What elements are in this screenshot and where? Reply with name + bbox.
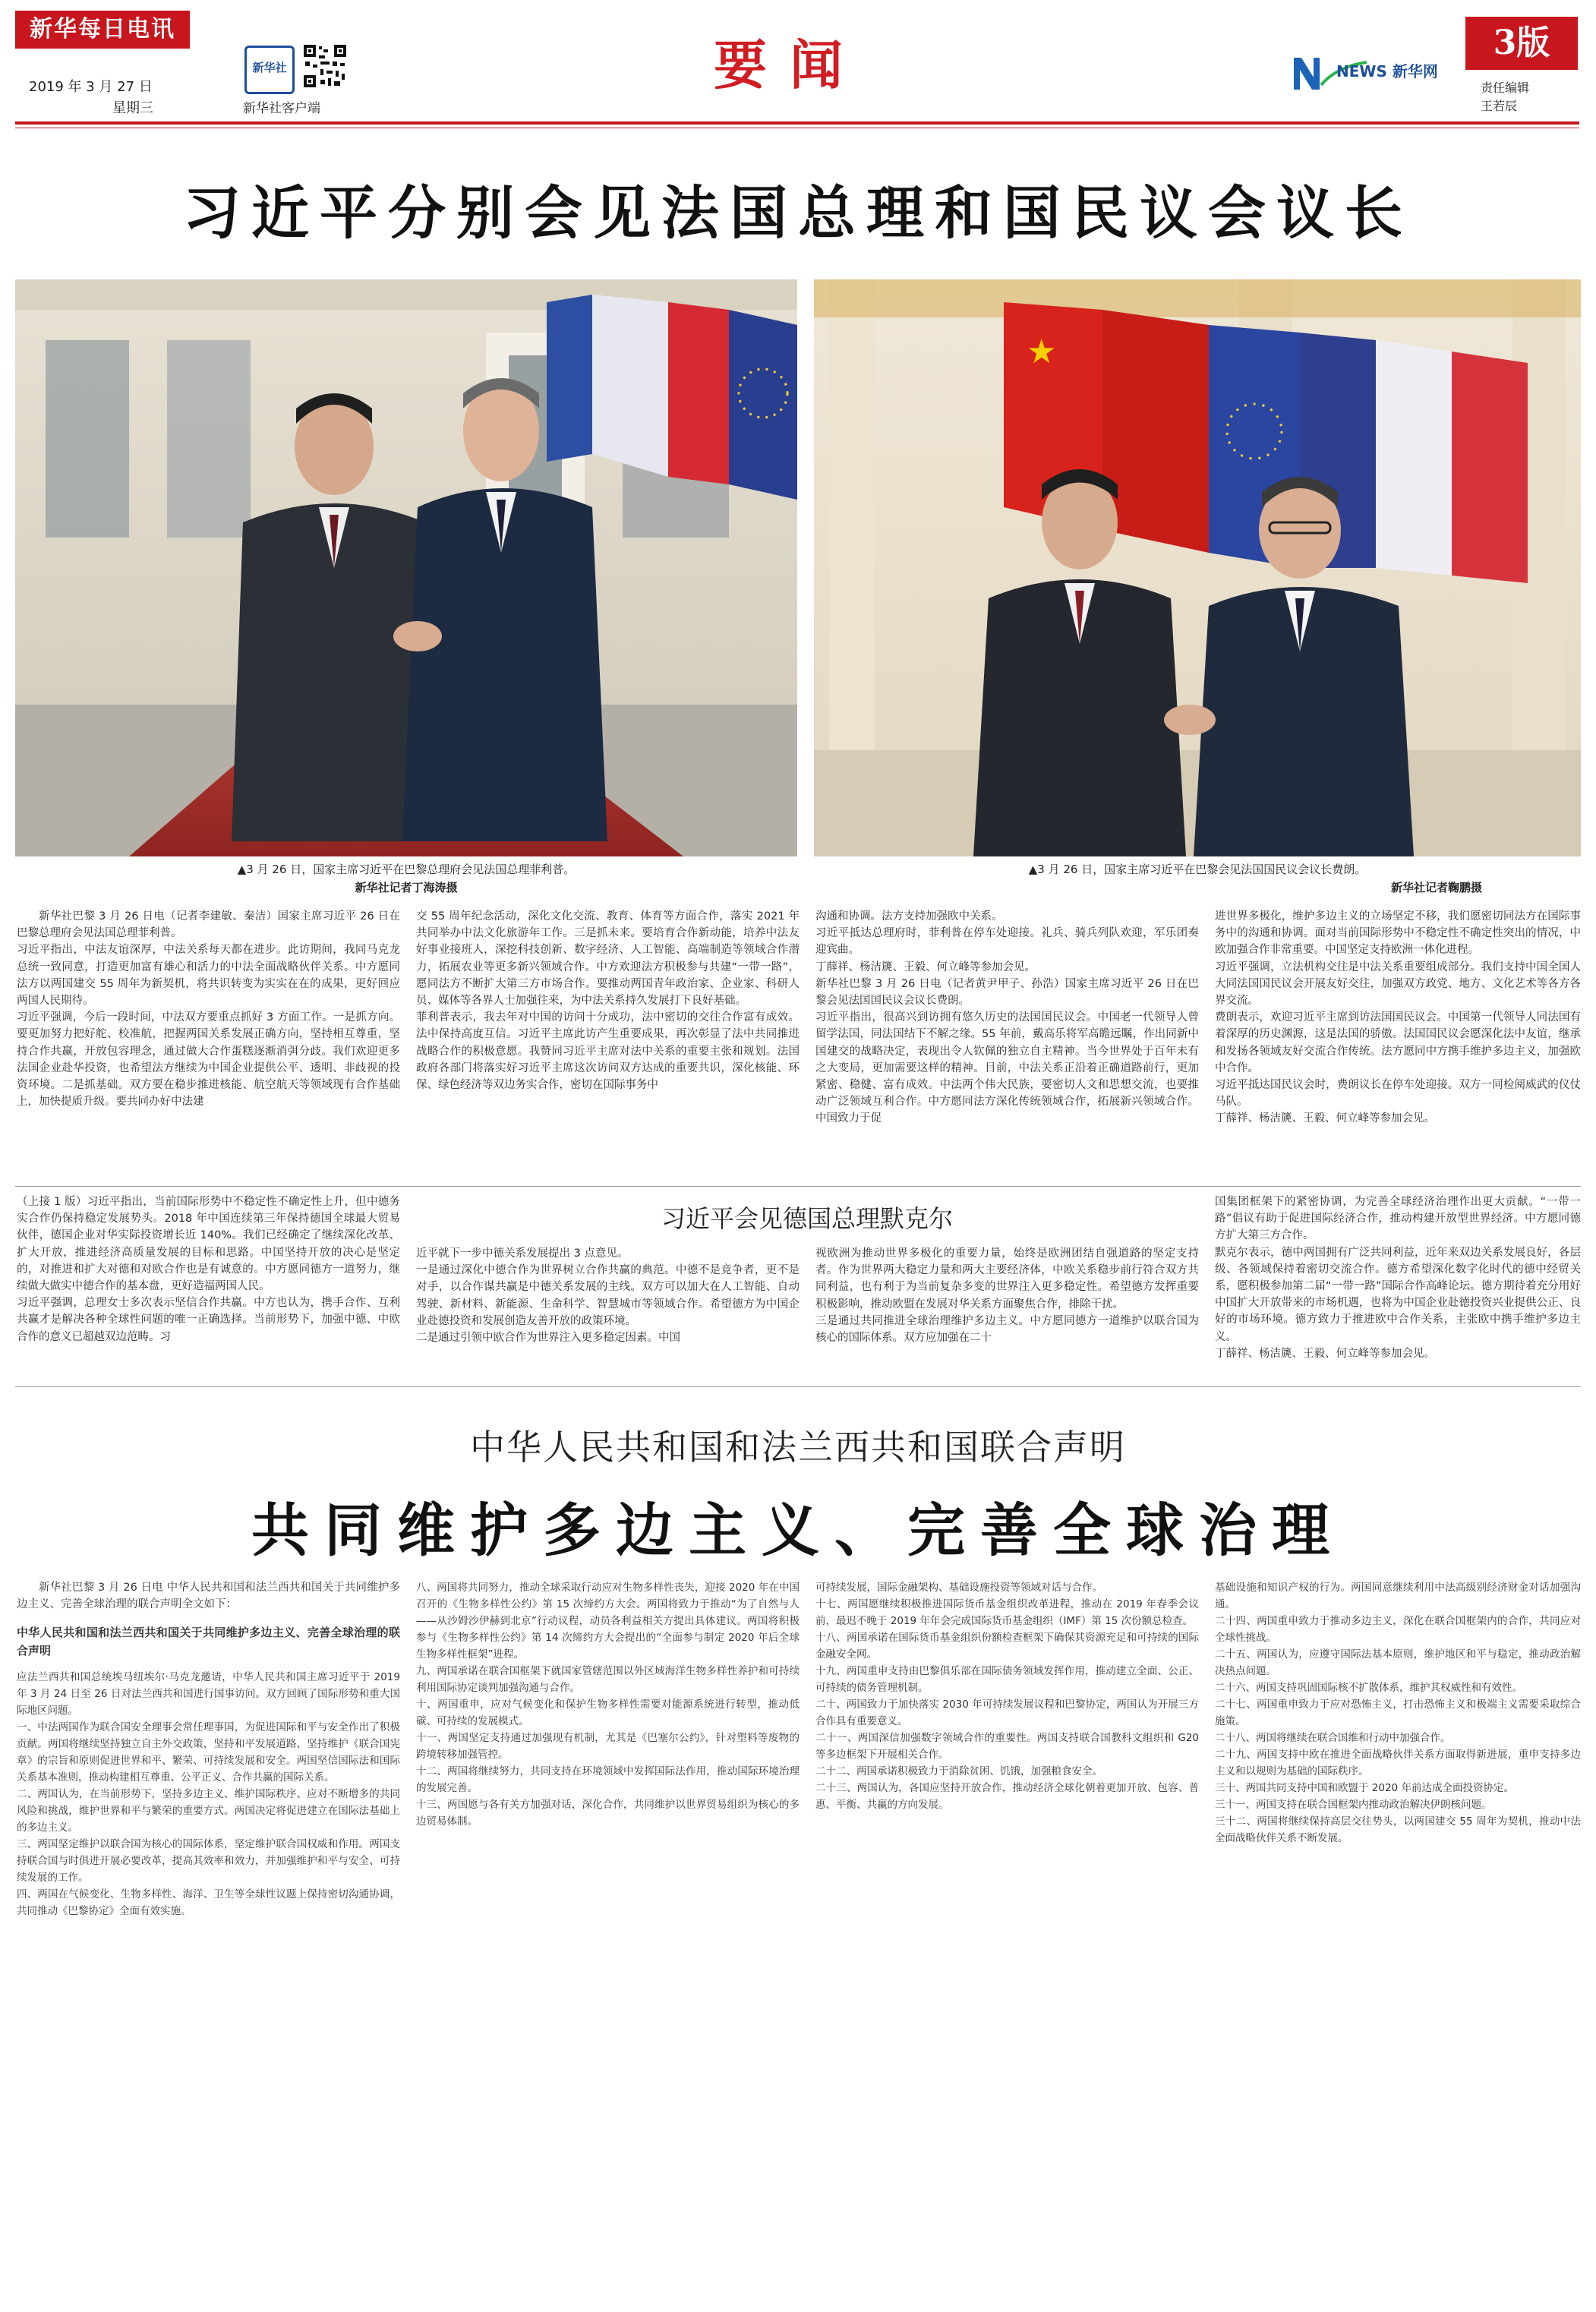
article2-col2-text: 近平就下一步中德关系发展提出 3 点意见。 一是通过深化中德合作为世界树立合作共赢的典范。中德不是竞争者，更不是对手，以合作谋共赢是中德关系发展的主线。双方可以加大在人工智能、自动驾驶、新材料、新能源、生命科学、智慧城市等领域合作。希望德方为中国企业赴德投资和发展创造友善开放的政策环境。 二是通过引领中欧合作为世界注入更多稳定因素。中国: [416, 1247, 800, 1345]
article1-col1-text: 新华社巴黎 3 月 26 日电（记者李建敏、秦洁）国家主席习近平 26 日在巴黎总理府会见法国总理菲利普。 习近平指出，中法友谊深厚，中法关系每天都在进步。此访期间，我同马克龙总统一致同意，打造更加富有雄心和活力的中法全面战略伙伴关系。中方愿同法方以两国建交 55 周年为新契机，将共识转变为实实在在的成果，更好回应两国人民期待。 习近平强调，今后一段时间，中法双方要重点抓好 3 方面工作。一是抓方向。要更加努力把好舵、校准航，把握两国关系发展正确方向，坚持相互尊重，坚持合作共赢，开放包容理念，通过做大合作蛋糕逐渐消弭分歧。我们欢迎更多法国企业赴华投资，也希望法方继续为中国企业提供公平、透明、非歧视的投资环境。二是抓基础。双方要在稳步推进核能、航空航天等领域现有合作基础上，加快提质升级。要共同办好中法建: [17, 910, 400, 1109]
declaration-col4-text: 基础设施和知识产权的行为。两国同意继续利用中法高级别经济财金对话加强沟通。 二十四、两国重申致力于推动多边主义，深化在联合国框架内的合作，共同应对全球性挑战。 二十五、两国认为，应遵守国际法基本原则，维护地区和平与稳定，推动政治解决热点问题。 二十六、两国支持巩固国际核不扩散体系，维护其权威性和有效性。 二十七、两国重申致力于应对恐怖主义，打击恐怖主义和极端主义需要采取综合施策。 二十八、两国将继续在联合国维和行动中加强合作。 二十九、两国支持中欧在推进全面战略伙伴关系方面取得新进展，重申支持多边主义和以规则为基础的国际秩序。 三十、两国共同支持中国和欧盟于 2020 年前达成全面投资协定。 三十一、两国支持在联合国框架内推动政治解决伊朗核问题。 三十二、两国将继续保持高层交往势头，以两国建交 55 周年为契机，推动中法全面战略伙伴关系不断发展。: [1215, 1582, 1581, 1844]
declaration-col3: [815, 1579, 1199, 2301]
xinhua-logo: 新华社: [244, 46, 295, 94]
article1-col3: [815, 908, 1199, 1178]
article2-col1-text: （上接 1 版）习近平指出，当前国际形势中不稳定性不确定性上升，但中德务实合作仍保持稳定发展势头。2018 年中国连续第三年保持德国全球最大贸易伙伴，德国企业对华实际投资增长近 140%。我们已经确定了继续深化改革、扩大开放，推进经济高质量发展的目标和思路。中国坚持开放的决心是坚定的，对推进和扩大对德和对欧合作也是有诚意的。中方愿同德方一道努力，继续做大做实中德合作的基本盘，更好造福两国人民。 习近平强调，总理女士多次表示坚信合作共赢。中方也认为，携手合作、互利共赢才是解决各种全球性问题的唯一正确选择。当前形势下，加强中德、中欧合作的意义已超越双边范畴。习: [17, 1196, 400, 1343]
news-logo-text: NEWS 新华网: [1336, 62, 1438, 80]
declaration-intro: 新华社巴黎 3 月 26 日电 中华人民共和国和法兰西共和国关于共同维护多边主义、完善全球治理的联合声明全文如下：: [17, 1582, 400, 1610]
article1-col2: [416, 908, 800, 1178]
article2-col1: [17, 1194, 400, 1376]
declaration-col1-text: 应法兰西共和国总统埃马纽埃尔·马克龙邀请，中华人民共和国主席习近平于 2019 年 3 月 24 日至 26 日对法兰西共和国进行国事访问。双方回顾了国际形势和重大国际地区问题。 一、中法两国作为联合国安全理事会常任理事国，为促进国际和平与安全作出了积极贡献。两国将继续坚持独立自主外交政策，坚持和平发展道路，坚持维护《联合国宪章》的宗旨和原则促进世界和平、繁荣、可持续发展和安全。两国坚信国际法和国际关系基本准则，推动构建相互尊重、公平正义、合作共赢的国际关系。 二、两国认为，在当前形势下，坚持多边主义、维护国际秩序、应对不断增多的共同风险和挑战，维护世界和平与繁荣的重要方式。两国决定将促进建立在国际法基础上的多边主义。 三、两国坚定维护以联合国为核心的国际体系，坚定维护联合国权威和作用。两国支持联合国与时俱进开展必要改革，提高其效率和效力，并加强维护和平与安全、可持续发展的工作。 四、两国在气候变化、生物多样性、海洋、卫生等全球性议题上保持密切沟通协调，共同推动《巴黎协定》全面有效实施。: [17, 1671, 400, 1917]
declaration-title: 中华人民共和国和法兰西共和国关于共同维护多边主义、完善全球治理的联合声明: [17, 1626, 400, 1658]
article2-col4-text: 国集团框架下的紧密协调，为完善全球经济治理作出更大贡献。“一带一路”倡议有助于促进国际经济合作，推动构建开放型世界经济。中方愿同德方扩大第三方合作。 默克尔表示，德中两国拥有广泛共同利益，近年来双边关系发展良好，各层级、各领域保持着密切交流合作。德方希望深化数字化时代的德中经贸关系，愿积极参加第二届“一带一路”国际合作高峰论坛。德方期待着充分用好中国扩大开放带来的市场机遇，也将为中国企业赴德投资兴业提供公正、良好的市场环境。德方致力于推进欧中合作关系，主张欧中携手维护多边主义。 丁薛祥、杨洁篪、王毅、何立峰等参加会见。: [1215, 1196, 1581, 1360]
article1-col3-text: 沟通和协调。法方支持加强欧中关系。 习近平抵达总理府时，菲利普在停车处迎接。礼兵、骑兵列队欢迎，军乐团奏迎宾曲。 丁薛祥、杨洁篪、王毅、何立峰等参加会见。 新华社巴黎 3 月 26 日电（记者黄尹甲子、孙浩）国家主席习近平 26 日在巴黎会见法国国民议会议长费朗。 习近平指出，很高兴到访拥有悠久历史的法国国民议会。中国老一代领导人曾留学法国，同法国结下不解之缘。55 年前，戴高乐将军高瞻远瞩，作出同新中国建交的战略决定，表现出令人钦佩的独立自主精神。当今世界处于百年未有之大变局，更加需要这样的精神。目前，中法关系正沿着正确道路前行，更加紧密、稳健、富有成效。中法两个伟大民族，要密切人文和思想交流，也要推动广泛领域互利合作。中方愿同法方深化传统领域合作，拓展新兴领域合作。中国致力于促: [815, 910, 1199, 1125]
issue-weekday: 星期三: [112, 100, 153, 116]
declaration-col4: [1215, 1579, 1581, 2301]
article1-col4-text: 进世界多极化，维护多边主义的立场坚定不移，我们愿密切同法方在国际事务中的沟通和协调。面对当前国际形势中不稳定性不确定性突出的情况，中欧加强合作非常重要。中国坚定支持欧洲一体化进程。 习近平强调，立法机构交往是中法关系重要组成部分。我们支持中国全国人大同法国国民议会开展友好交往，加强双方政党、地方、文化艺术等各方各界交流。 费朗表示，欢迎习近平主席到访法国国民议会。中国第一代领导人同法国有着深厚的历史渊源，这是法国的骄傲。法国国民议会愿深化法中友谊，继承和发扬各领域友好交流合作传统。法方愿同中方携手维护多边主义，加强欧中合作。 习近平抵达国民议会时，费朗议长在停车处迎接。双方一同检阅威武的仪仗马队。 丁薛祥、杨洁篪、王毅、何立峰等参加会见。: [1215, 910, 1581, 1125]
photo2-caption: ▲3 月 26 日，国家主席习近平在巴黎会见法国国民议会议长费朗。: [1028, 863, 1367, 876]
masthead-rule: [15, 121, 1579, 125]
declaration-col2-text: 八、两国将共同努力，推动全球采取行动应对生物多样性丧失，迎接 2020 年在中国召开的《生物多样性公约》第 15 次缔约方大会。两国将致力于推动“为了自然与人——从沙姆沙伊赫到北京”行动议程，动员各利益相关方提出具体建议。两国将积极参与《生物多样性公约》第 14 次缔约方大会提出的“全面参与制定 2020 年后全球生物多样性框架”进程。 九、两国承诺在联合国框架下就国家管辖范围以外区域海洋生物多样性养护和可持续利用国际协定谈判加强沟通与合作。 十、两国重申，应对气候变化和保护生物多样性需要对能源系统进行转型，推动低碳、可持续的发展模式。 十一、两国坚定支持通过加强现有机制，尤其是《巴塞尔公约》，针对塑料等废物的跨境转移加强管控。 十二、两国将继续努力，共同支持在环境领域中发挥国际法作用，推动国际环境治理的发展完善。 十三、两国愿与各有关方加强对话，深化合作，共同维护以世界贸易组织为核心的多边贸易体制。: [416, 1582, 800, 1828]
article1-col1: [17, 908, 400, 1178]
issue-date: 2019 年 3 月 27 日: [29, 79, 153, 95]
svg-text:★: ★: [1027, 333, 1057, 371]
photo1-credit: 新华社记者丁海涛摄: [355, 881, 458, 894]
article1-col4: [1215, 908, 1581, 1178]
photo-premier-meeting: [15, 279, 797, 856]
photo-assembly-meeting: [814, 279, 1581, 856]
photo1-caption: ▲3 月 26 日，国家主席习近平在巴黎总理府会见法国总理菲利普。: [237, 863, 576, 876]
page-number: 3版: [1465, 17, 1578, 70]
article2-subhead: 习近平会见德国总理默克尔: [661, 1204, 953, 1233]
paper-name: 新华每日电讯: [15, 11, 190, 49]
article2-col3: [815, 1245, 1199, 1376]
main-headline: 习近平分别会见法国总理和国民议会议长: [183, 179, 1413, 247]
article2-col2: [416, 1245, 800, 1376]
declaration-col3-text: 可持续发展，国际金融架构、基础设施投资等领域对话与合作。 十七、两国愿继续积极推进国际货币基金组织改革进程，推动在 2019 年春季会议前，最迟不晚于 2019 年年会完成国际货币基金组织（IMF）第 15 次份额总检查。 十八、两国承诺在国际货币基金组织份额检查框架下确保其资源充足和可持续的国际金融安全网。 十九、两国重申支持由巴黎俱乐部在国际债务领域发挥作用，推动建立全面、公正、可持续的债务管理机制。 二十、两国致力于加快落实 2030 年可持续发展议程和巴黎协定，两国认为开展三方合作具有重要意义。 二十一、两国深信加强数字领域合作的重要性。两国支持联合国教科文组织和 G20 等多边框架下开展相关合作。 二十二、两国承诺积极致力于消除贫困、饥饿，加强粮食安全。 二十三、两国认为，各国应坚持开放合作，推动经济全球化朝着更加开放、包容、普惠、平衡、共赢的方向发展。: [815, 1582, 1199, 1811]
article2-col4: [1215, 1194, 1581, 1376]
editor-label: 责任编辑: [1481, 80, 1530, 95]
declaration-col2: [416, 1579, 800, 2301]
declaration-head: 中华人民共和国和法兰西共和国联合声明: [470, 1427, 1126, 1468]
article-divider: [15, 1186, 1581, 1187]
declaration-big-head: 共同维护多边主义、完善全球治理: [251, 1497, 1345, 1564]
article1-col2-text: 交 55 周年纪念活动，深化文化交流、教育、体育等方面合作，落实 2021 年共同举办中法文化旅游年工作。三是抓未来。要培育合作新动能，培养中法友好事业接班人，深挖科技创新、数字经济、人工智能、高端制造等领域合作潜力，拓展农业等更多新兴领域合作。中方欢迎法方积极参与共建“一带一路”，愿同法方不断扩大第三方市场合作。要推动两国青年政治家、企业家、科研人员、媒体等各界人士加强往来，为中法关系持久发展打下良好基础。 菲利普表示，我去年对中国的访问十分成功，法中密切的交往合作富有成效。法中保持高度互信。习近平主席此访产生重要成果，再次彰显了法中共同推进战略合作的积极意愿。我赞同习近平主席对法中关系的重要主张和规划。法国政府各部门将落实好习近平主席这次访问双方达成的重要共识，深化核能、环保、绿色经济等双边务实合作，密切在国际事务中: [416, 910, 800, 1092]
editor-info: [1481, 79, 1529, 115]
declaration-divider: [15, 1386, 1581, 1387]
qr-code-icon: [302, 43, 348, 90]
editor-name: 王若辰: [1481, 99, 1518, 113]
section-title: 要闻: [714, 33, 866, 96]
article2-col3-text: 视欧洲为推动世界多极化的重要力量，始终是欧洲团结自强道路的坚定支持者。作为世界两大稳定力量和两大主要经济体，中欧关系稳步前行符合双方共同利益，也有利于为当前复杂多变的世界注入更多稳定性。希望德方发挥重要积极影响，推动欧盟在发展对华关系方面聚焦合作，排除干扰。 三是通过共同推进全球治理维护多边主义。中方愿同德方一道维护以联合国为核心的国际体系。双方应加强在二十: [815, 1247, 1199, 1345]
photo2-credit: 新华社记者鞠鹏摄: [1390, 881, 1482, 894]
declaration-col1: [17, 1579, 400, 2301]
client-label: 新华社客户端: [243, 101, 320, 116]
